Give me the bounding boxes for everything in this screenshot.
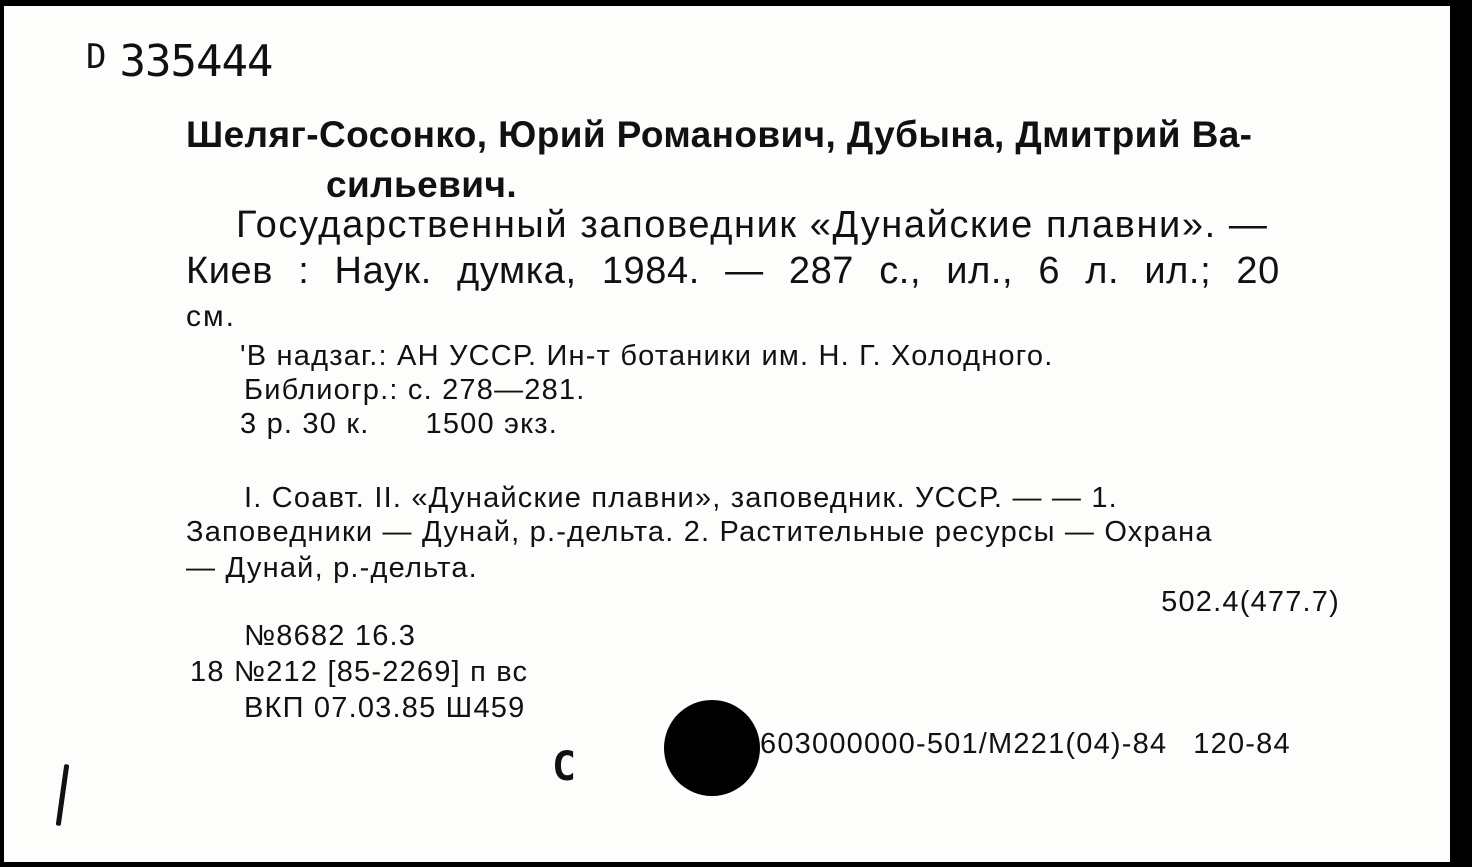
call-number-value: 335444 (119, 36, 273, 87)
catalog-card (4, 6, 1456, 862)
letter-mark: C (552, 744, 577, 790)
subject-line-2: Заповедники — Дунай, р.-дельта. 2. Растительные ресурсы — Охрана (186, 516, 1213, 548)
title-line-1: Государственный заповедник «Дунайские плавни». — (236, 204, 1269, 246)
call-number (86, 36, 272, 87)
note-line-2: Библиогр.: с. 278—281. (244, 374, 586, 406)
author-line-1: Шеляг-Сосонко, Юрий Романович, Дубына, Дмитрий Ва- (186, 114, 1253, 155)
publisher-code-line (760, 728, 1291, 761)
copies: 1500 экз. (425, 408, 559, 440)
registration-line-2: 18 №212 [85-2269] п вс (190, 656, 529, 688)
price: 3 р. 30 к. (240, 408, 370, 440)
subject-line-3: — Дунай, р.-дельта. (186, 552, 478, 584)
registration-line-1: №8682 16.3 (244, 620, 417, 652)
subject-line-1: I. Соавт. II. «Дунайские плавни», заповедник. УССР. — — 1. (244, 482, 1118, 514)
pencil-mark (56, 764, 70, 826)
note-line-1: 'В надзаг.: АН УССР. Ин-т ботаники им. Н. Г. Холодного. (240, 340, 1054, 372)
title-line-3: см. (186, 300, 236, 333)
title-line-2: Киев : Наук. думка, 1984. — 287 с., ил., 6 л. ил.; 20 (186, 250, 1280, 292)
publisher-code: 603000000-501/М221(04)-84 (760, 728, 1168, 760)
order-code: 120-84 (1193, 728, 1291, 760)
price-copies-line (240, 408, 558, 441)
author-line-2: сильевич. (326, 164, 518, 205)
registration-line-3: ВКП 07.03.85 Ш459 (244, 692, 526, 724)
classification: 502.4(477.7) (1161, 586, 1340, 618)
call-prefix: D (86, 37, 106, 77)
punch-hole (664, 700, 760, 796)
